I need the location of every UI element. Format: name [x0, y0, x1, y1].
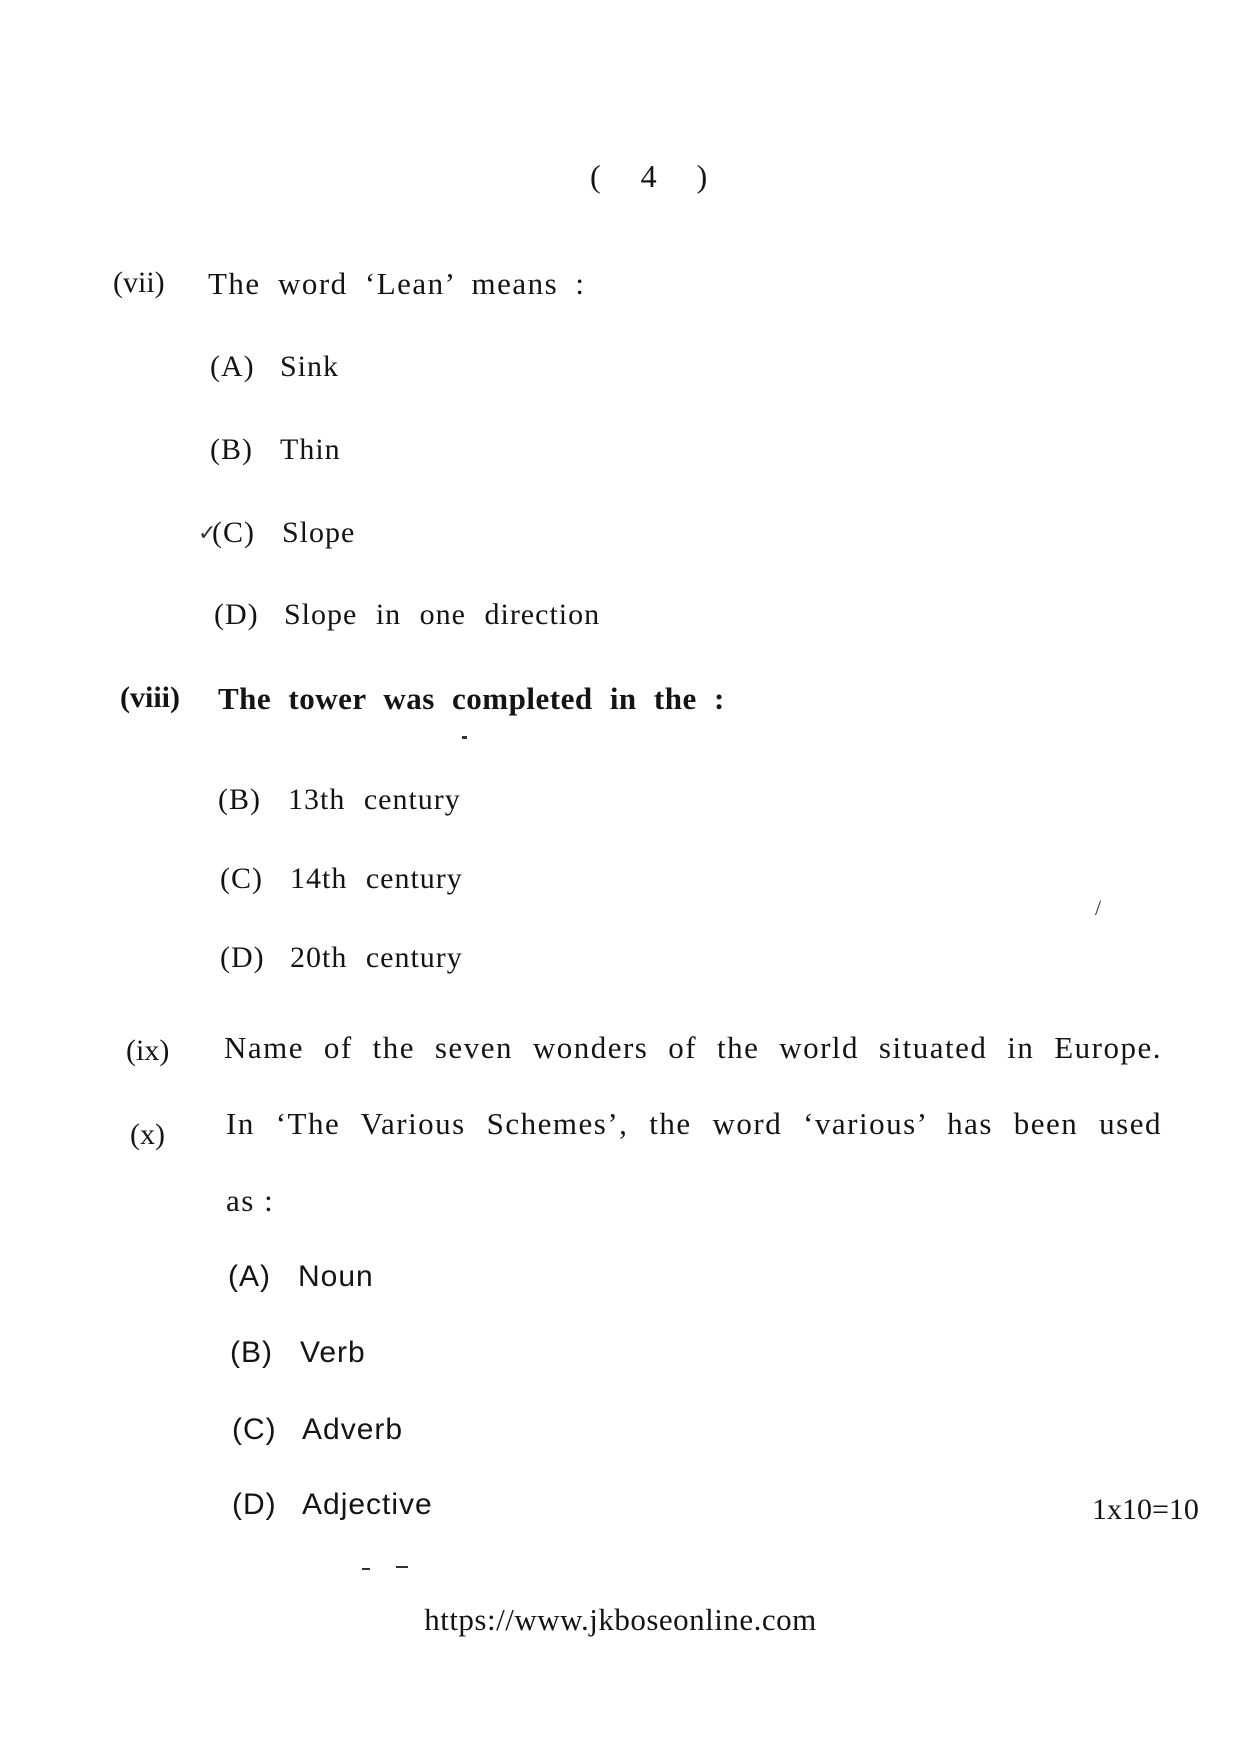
option-label: (B) [210, 433, 253, 466]
option-label: (D) [220, 941, 265, 974]
marks-allocation: 1x10=10 [1092, 1493, 1199, 1526]
option [210, 433, 341, 467]
option-label: (C) [212, 516, 255, 549]
option [232, 1413, 403, 1447]
option-label: (B) [230, 1336, 273, 1369]
option-text: Adjective [302, 1488, 433, 1521]
stray-mark: / [1095, 895, 1102, 920]
option-label: (D) [214, 598, 259, 631]
option-text: Noun [298, 1260, 374, 1293]
option-text: Thin [280, 433, 341, 466]
option [218, 783, 461, 817]
option [220, 862, 463, 896]
option [230, 1336, 366, 1370]
option-label: (A) [228, 1260, 271, 1293]
option-label: (A) [210, 350, 255, 383]
question-number: (x) [130, 1118, 165, 1151]
tick-mark: ✓ [198, 520, 217, 545]
option [212, 516, 355, 550]
stray-mark [396, 1566, 408, 1568]
question-number: (ix) [126, 1034, 170, 1067]
option-label: (C) [232, 1413, 277, 1446]
option-text: 20th century [290, 941, 463, 974]
option-text: 13th century [288, 783, 461, 816]
option-text: 14th century [290, 862, 463, 895]
footer-url: https://www.jkboseonline.com [424, 1602, 817, 1637]
question-text: The tower was completed in the : [218, 681, 725, 716]
option [232, 1488, 433, 1522]
option [210, 350, 339, 384]
option-label: (C) [220, 862, 263, 895]
stray-mark [462, 736, 467, 739]
option [228, 1260, 374, 1294]
option [214, 598, 600, 632]
page-number: ( 4 ) [590, 158, 724, 194]
stray-mark [362, 1568, 370, 1570]
question-number: (vii) [113, 266, 165, 299]
question-text: The word ‘Lean’ means : [208, 266, 586, 301]
option-text: Sink [280, 350, 340, 383]
option-text: Verb [300, 1336, 366, 1369]
question-text: In ‘The Various Schemes’, the word ‘various’ has been used [226, 1106, 1162, 1141]
option [220, 941, 463, 975]
option-label: (D) [232, 1488, 277, 1521]
option-text: Adverb [302, 1413, 404, 1446]
option-text: Slope [282, 516, 356, 549]
question-number: (viii) [120, 681, 180, 714]
question-text: Name of the seven wonders of the world situated in Europe. [224, 1030, 1162, 1065]
option-label: (B) [218, 783, 261, 816]
question-text-continued: as : [226, 1183, 275, 1218]
option-text: Slope in one direction [284, 598, 601, 631]
